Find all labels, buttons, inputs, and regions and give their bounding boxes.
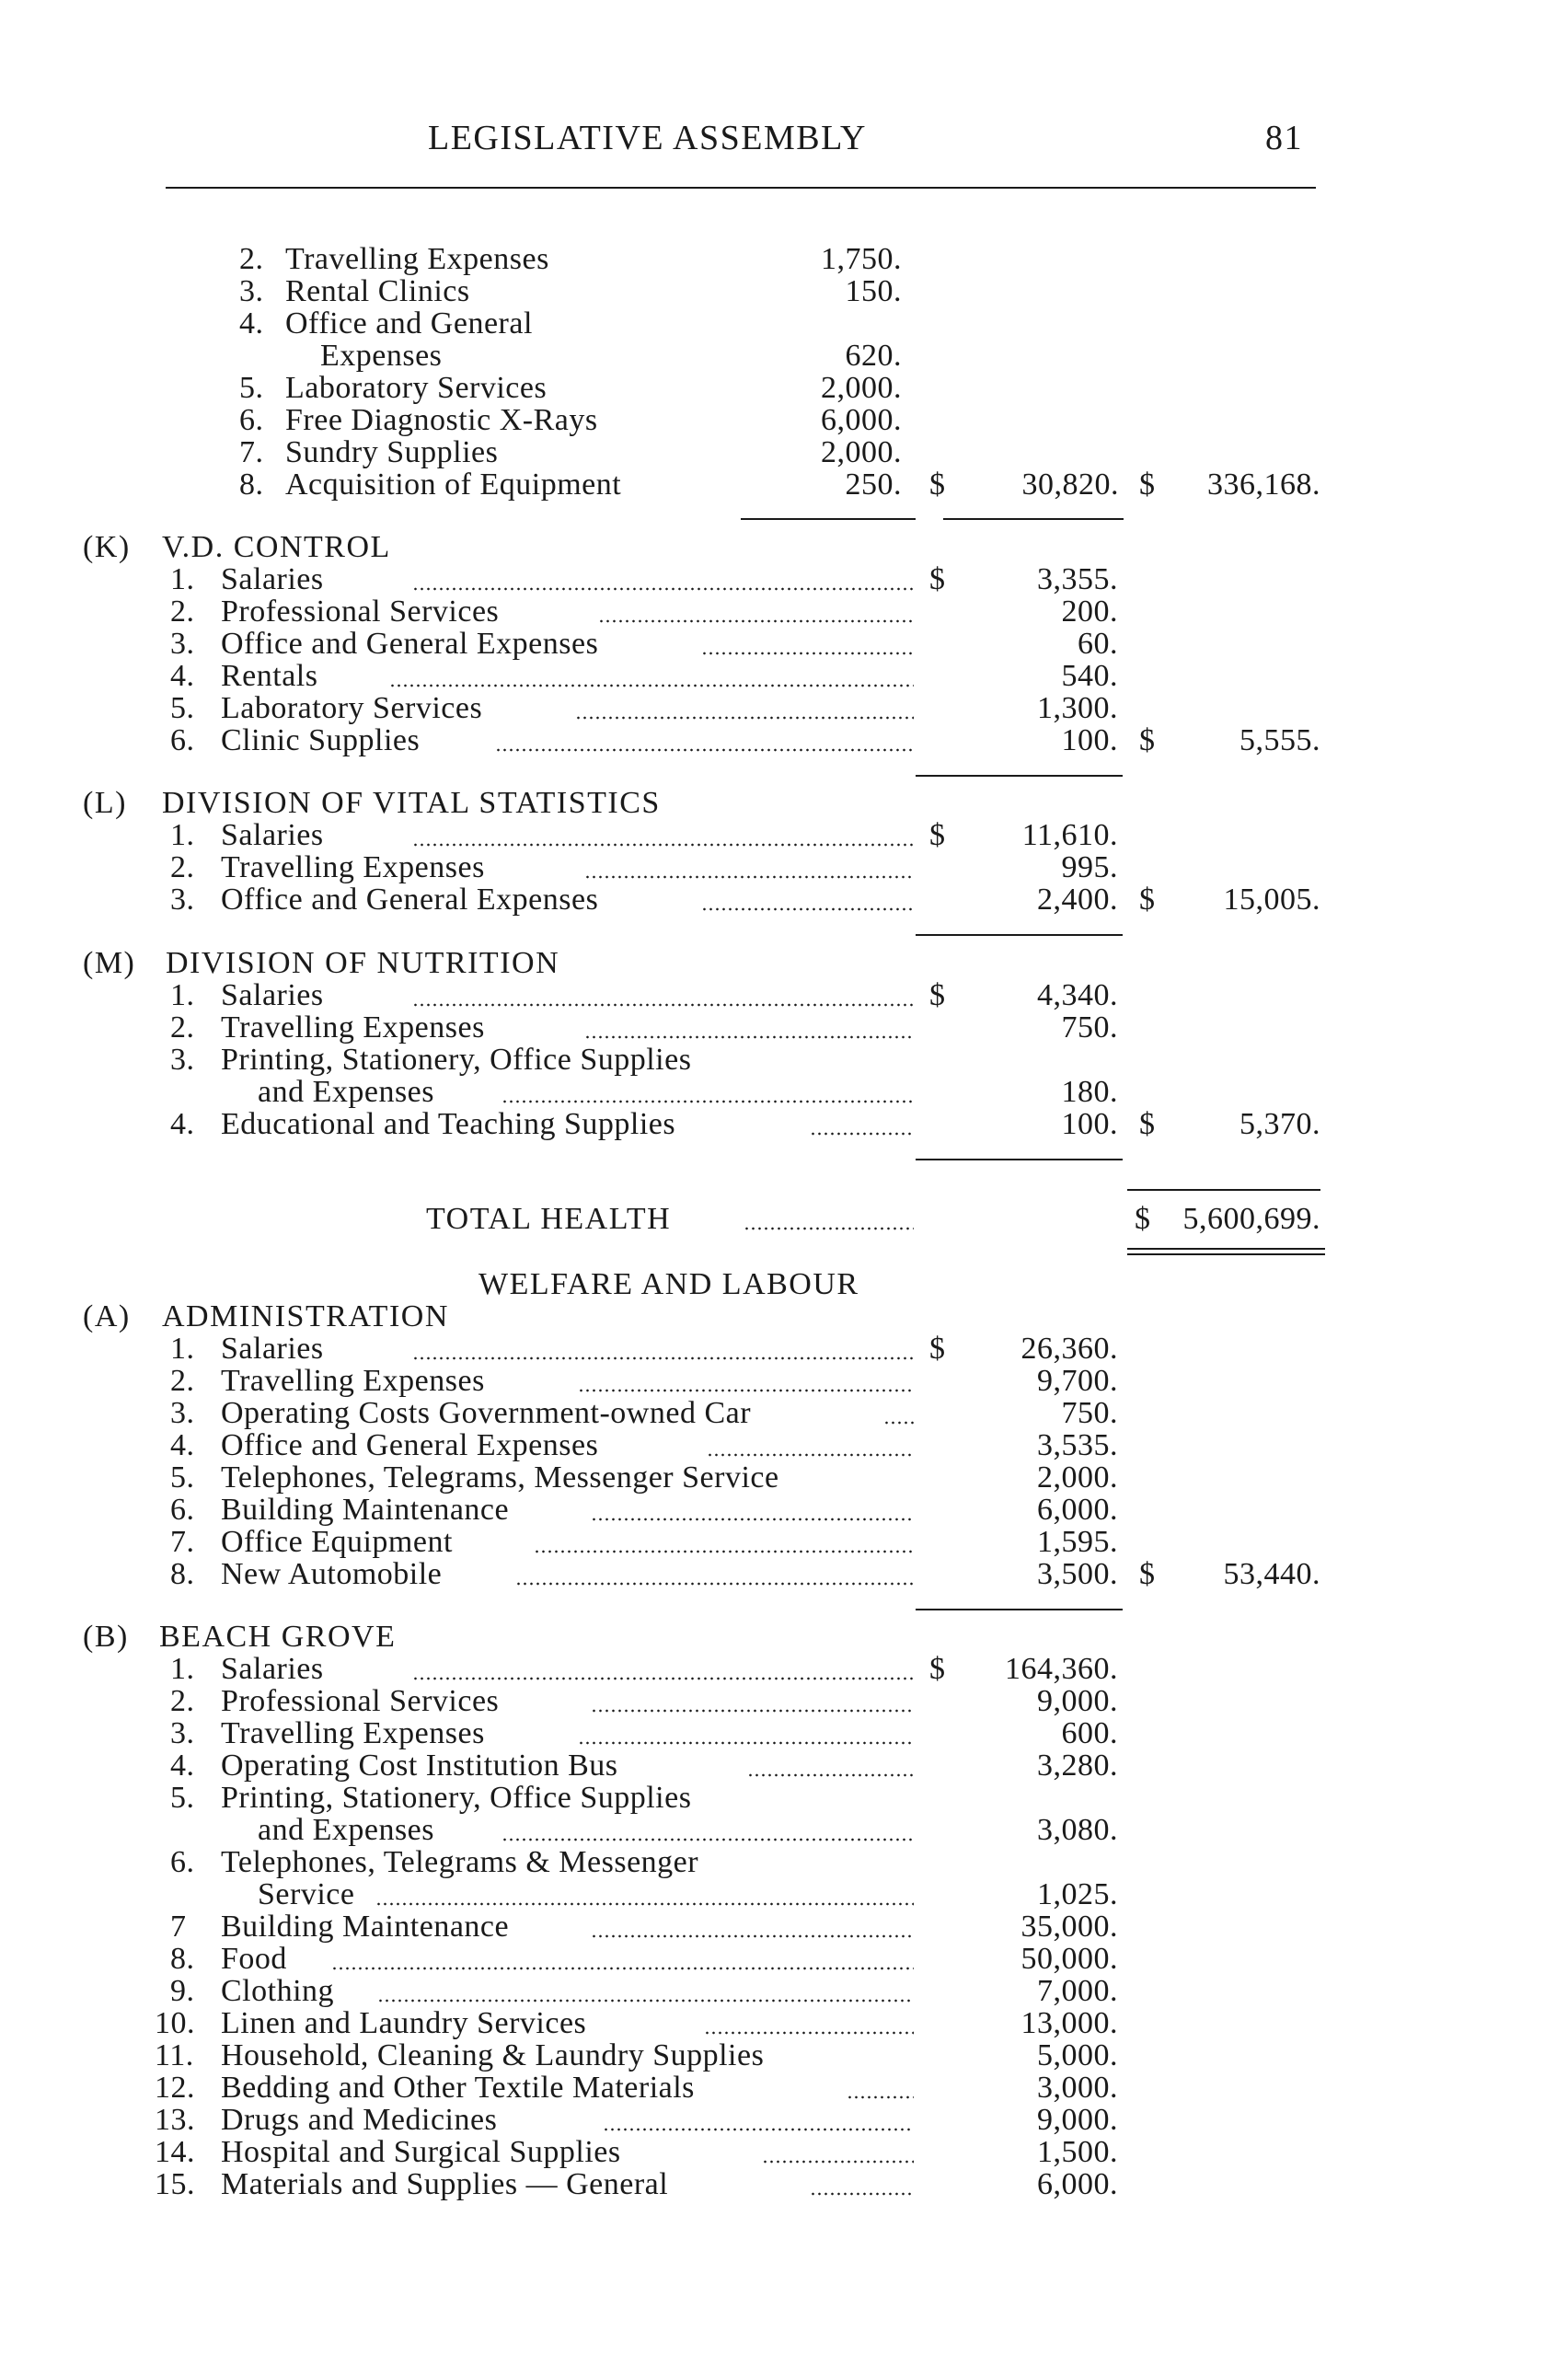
section-total: 5,555. [1239, 723, 1320, 757]
item-label-continued: Service [258, 1877, 355, 1911]
item-number: 2. [170, 1684, 195, 1718]
item-amount: 1,500. [1037, 2135, 1118, 2169]
item-amount: 2,000. [821, 435, 902, 469]
item-label: Laboratory Services [285, 371, 548, 405]
item-number: 3. [170, 627, 195, 661]
item-amount: 150. [845, 274, 902, 308]
item-label: Household, Cleaning & Laundry Supplies [221, 2038, 765, 2072]
dot-leader [747, 1772, 914, 1778]
item-number: 3. [239, 274, 264, 308]
item-label: Hospital and Surgical Supplies [221, 2135, 621, 2169]
item-number: 2. [170, 1364, 195, 1398]
dot-leader [883, 1420, 914, 1425]
item-number: 8. [170, 1557, 195, 1591]
item-number: 2. [239, 242, 264, 276]
item-amount: 3,000. [1037, 2071, 1118, 2105]
item-amount: 3,280. [1037, 1749, 1118, 1783]
item-number: 3. [170, 1716, 195, 1750]
item-amount: 750. [1061, 1010, 1118, 1045]
item-label: Travelling Expenses [221, 850, 485, 884]
item-amount: 200. [1061, 594, 1118, 629]
dot-leader [584, 874, 914, 880]
item-amount: 50,000. [1020, 1942, 1118, 1976]
item-label: Office and General Expenses [221, 883, 599, 917]
dot-leader [515, 1581, 914, 1587]
item-label: Sundry Supplies [285, 435, 499, 469]
section-rule [916, 775, 1123, 777]
item-number: 4. [170, 659, 195, 693]
item-number: 8. [170, 1942, 195, 1976]
item-label: Rental Clinics [285, 274, 470, 308]
subtotal-amount: 30,820. [1021, 467, 1119, 502]
item-label: Clothing [221, 1974, 335, 2008]
item-amount: 1,750. [821, 242, 902, 276]
dot-leader [701, 651, 914, 656]
item-amount: 2,000. [1037, 1460, 1118, 1495]
item-number: 1. [170, 1332, 195, 1366]
section-letter: (K) [83, 530, 131, 564]
item-amount: 4,340. [1037, 978, 1118, 1012]
dot-leader [575, 715, 914, 721]
item-amount: 6,000. [1037, 2167, 1118, 2201]
section-rule [1127, 1189, 1320, 1191]
item-number: 1. [170, 818, 195, 852]
dot-leader [744, 1226, 914, 1231]
item-number: 7. [239, 435, 264, 469]
dot-leader [534, 1549, 914, 1554]
dot-leader [603, 2127, 914, 2132]
item-number: 2. [170, 1010, 195, 1045]
item-amount: 1,300. [1037, 691, 1118, 725]
item-number: 7. [170, 1525, 195, 1559]
dot-leader [377, 1998, 914, 2003]
item-amount: 2,000. [821, 371, 902, 405]
item-label: Telephones, Telegrams & Messenger [221, 1845, 699, 1879]
dot-leader [578, 1740, 914, 1746]
item-label-continued: and Expenses [258, 1075, 435, 1109]
header-rule [166, 187, 1316, 189]
item-label: Office Equipment [221, 1525, 453, 1559]
item-label: Office and General Expenses [221, 1428, 599, 1462]
item-amount: 9,700. [1037, 1364, 1118, 1398]
dot-leader [847, 2095, 914, 2100]
dot-leader [578, 1388, 914, 1393]
item-amount: 5,000. [1037, 2038, 1118, 2072]
dollar-sign: $ [929, 467, 946, 502]
dot-leader [810, 1131, 914, 1137]
item-label: Free Diagnostic X-Rays [285, 403, 598, 437]
dot-leader [762, 2159, 914, 2164]
item-amount: 180. [1061, 1075, 1118, 1109]
item-label: Printing, Stationery, Office Supplies [221, 1781, 692, 1815]
item-number: 11. [155, 2038, 194, 2072]
item-label: Salaries [221, 562, 324, 596]
item-amount: 100. [1061, 1107, 1118, 1141]
item-number: 5. [170, 1460, 195, 1495]
section-letter: (L) [83, 786, 127, 820]
double-rule [1127, 1248, 1325, 1250]
dollar-sign: $ [929, 1652, 946, 1686]
item-number: 4. [170, 1107, 195, 1141]
item-amount: 11,610. [1021, 818, 1118, 852]
section-title: ADMINISTRATION [162, 1299, 449, 1333]
item-amount: 100. [1061, 723, 1118, 757]
item-amount: 1,025. [1037, 1877, 1118, 1911]
item-amount: 9,000. [1037, 2103, 1118, 2137]
item-label: Salaries [221, 818, 324, 852]
section-total: 53,440. [1223, 1557, 1320, 1591]
dollar-sign: $ [1139, 467, 1156, 502]
dot-leader [412, 1356, 914, 1361]
item-number: 3. [170, 1396, 195, 1430]
dollar-sign: $ [1139, 723, 1156, 757]
item-amount: 164,360. [1005, 1652, 1118, 1686]
item-number: 10. [155, 2006, 195, 2040]
item-label: Telephones, Telegrams, Messenger Service [221, 1460, 779, 1495]
dot-leader [412, 586, 914, 592]
item-label: Salaries [221, 1652, 324, 1686]
item-amount: 995. [1061, 850, 1118, 884]
item-amount: 620. [845, 339, 902, 373]
item-label: Professional Services [221, 594, 500, 629]
item-number: 7 [170, 1910, 187, 1944]
dollar-sign: $ [1139, 1557, 1156, 1591]
item-number: 1. [170, 1652, 195, 1686]
item-number: 4. [170, 1749, 195, 1783]
item-amount: 600. [1061, 1716, 1118, 1750]
item-label: Travelling Expenses [221, 1364, 485, 1398]
dot-leader [707, 1452, 914, 1458]
running-total-amount: 336,168. [1207, 467, 1320, 502]
item-amount: 6,000. [1037, 1493, 1118, 1527]
item-label-continued: and Expenses [258, 1813, 435, 1847]
item-number: 5. [170, 1781, 195, 1815]
item-label: Linen and Laundry Services [221, 2006, 587, 2040]
dot-leader [375, 1901, 914, 1907]
dot-leader [591, 1933, 914, 1939]
item-number: 2. [170, 850, 195, 884]
total-health-label: TOTAL HEALTH [426, 1202, 672, 1236]
item-number: 12. [155, 2071, 195, 2105]
dollar-sign: $ [929, 818, 946, 852]
item-label: Laboratory Services [221, 691, 483, 725]
item-number: 14. [155, 2135, 195, 2169]
total-health-amount: 5,600,699. [1182, 1202, 1320, 1236]
item-number: 6. [170, 1493, 195, 1527]
dot-leader [591, 1708, 914, 1714]
item-label: Travelling Expenses [285, 242, 549, 276]
item-amount: 26,360. [1020, 1332, 1118, 1366]
item-number: 15. [155, 2167, 195, 2201]
item-number: 4. [239, 306, 264, 340]
double-rule [1127, 1253, 1325, 1255]
item-number: 1. [170, 978, 195, 1012]
item-label: Office and General [285, 306, 533, 340]
section-letter: (A) [83, 1299, 131, 1333]
item-number: 8. [239, 467, 264, 502]
dot-leader [502, 1837, 914, 1842]
dollar-sign: $ [1139, 1107, 1156, 1141]
dollar-sign: $ [929, 562, 946, 596]
item-amount: 6,000. [821, 403, 902, 437]
item-number: 6. [170, 723, 195, 757]
page-number: 81 [1265, 119, 1303, 157]
item-amount: 1,595. [1037, 1525, 1118, 1559]
section-title: BEACH GROVE [159, 1620, 397, 1654]
item-label: Building Maintenance [221, 1493, 510, 1527]
section-total: 15,005. [1223, 883, 1320, 917]
item-label: Building Maintenance [221, 1910, 510, 1944]
item-number: 4. [170, 1428, 195, 1462]
section-total: 5,370. [1239, 1107, 1320, 1141]
item-label: Printing, Stationery, Office Supplies [221, 1043, 692, 1077]
item-amount: 750. [1061, 1396, 1118, 1430]
item-amount: 2,400. [1037, 883, 1118, 917]
item-number: 5. [239, 371, 264, 405]
item-label: New Automobile [221, 1557, 443, 1591]
item-label: Acquisition of Equipment [285, 467, 622, 502]
item-amount: 13,000. [1020, 2006, 1118, 2040]
item-label-continued: Expenses [320, 339, 443, 373]
dollar-sign: $ [929, 1332, 946, 1366]
item-number: 3. [170, 883, 195, 917]
item-label: Operating Costs Government-owned Car [221, 1396, 752, 1430]
section-title: DIVISION OF VITAL STATISTICS [162, 786, 661, 820]
item-label: Educational and Teaching Supplies [221, 1107, 676, 1141]
item-label: Travelling Expenses [221, 1010, 485, 1045]
item-amount: 3,535. [1037, 1428, 1118, 1462]
item-label: Food [221, 1942, 287, 1976]
dot-leader [412, 1002, 914, 1008]
item-number: 13. [155, 2103, 195, 2137]
dot-leader [502, 1099, 914, 1104]
dot-leader [598, 618, 914, 624]
item-label: Materials and Supplies — General [221, 2167, 669, 2201]
section-rule [916, 934, 1123, 936]
item-amount: 540. [1061, 659, 1118, 693]
item-number: 5. [170, 691, 195, 725]
item-number: 6. [239, 403, 264, 437]
item-label: Rentals [221, 659, 318, 693]
dot-leader [701, 906, 914, 912]
item-amount: 35,000. [1020, 1910, 1118, 1944]
item-amount: 3,080. [1037, 1813, 1118, 1847]
item-label: Professional Services [221, 1684, 500, 1718]
section-letter: (B) [83, 1620, 129, 1654]
item-amount: 3,500. [1037, 1557, 1118, 1591]
dot-leader [810, 2191, 914, 2197]
item-label: Bedding and Other Textile Materials [221, 2071, 695, 2105]
dot-leader [495, 747, 914, 753]
item-label: Salaries [221, 1332, 324, 1366]
section-letter: (M) [83, 946, 136, 980]
welfare-heading: WELFARE AND LABOUR [478, 1267, 859, 1301]
item-label: Operating Cost Institution Bus [221, 1749, 618, 1783]
dollar-sign: $ [929, 978, 946, 1012]
section-title: DIVISION OF NUTRITION [166, 946, 560, 980]
subtotal-rule [741, 518, 916, 520]
item-number: 2. [170, 594, 195, 629]
dollar-sign: $ [1139, 883, 1156, 917]
item-number: 3. [170, 1043, 195, 1077]
dot-leader [412, 842, 914, 848]
item-amount: 60. [1078, 627, 1118, 661]
dot-leader [591, 1517, 914, 1522]
item-label: Salaries [221, 978, 324, 1012]
item-label: Clinic Supplies [221, 723, 421, 757]
dot-leader [331, 1966, 914, 1971]
item-amount: 3,355. [1037, 562, 1118, 596]
section-rule [916, 1609, 1123, 1610]
dollar-sign: $ [1135, 1202, 1151, 1236]
item-number: 1. [170, 562, 195, 596]
dot-leader [389, 683, 914, 688]
item-number: 9. [170, 1974, 195, 2008]
dot-leader [704, 2030, 914, 2036]
item-amount: 9,000. [1037, 1684, 1118, 1718]
item-label: Office and General Expenses [221, 627, 599, 661]
item-amount: 7,000. [1037, 1974, 1118, 2008]
section-title: V.D. CONTROL [162, 530, 391, 564]
item-label: Travelling Expenses [221, 1716, 485, 1750]
item-amount: 250. [845, 467, 902, 502]
page-title: LEGISLATIVE ASSEMBLY [428, 119, 867, 157]
dot-leader [412, 1676, 914, 1681]
item-number: 6. [170, 1845, 195, 1879]
section-rule [916, 1159, 1123, 1160]
subtotal-rule [943, 518, 1124, 520]
item-label: Drugs and Medicines [221, 2103, 498, 2137]
dot-leader [584, 1034, 914, 1040]
